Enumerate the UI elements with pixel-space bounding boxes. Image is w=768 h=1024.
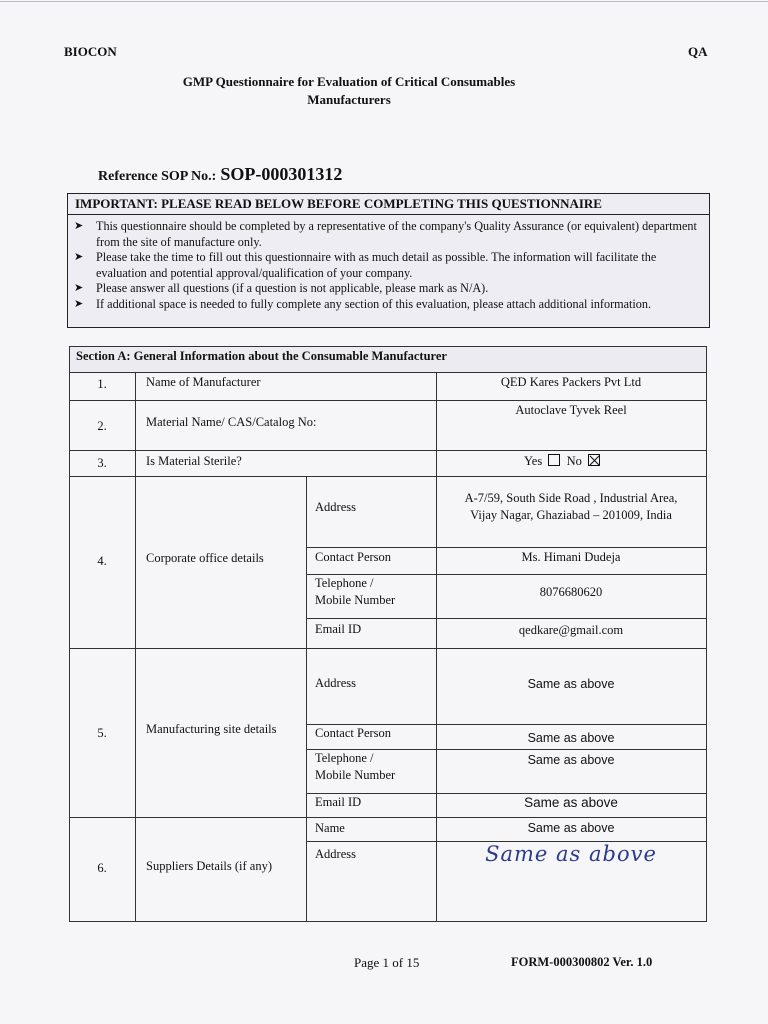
- table-rule: [69, 372, 707, 373]
- table-rule: [306, 547, 707, 548]
- table-rule: [306, 476, 307, 922]
- field-label: Email ID: [315, 622, 362, 636]
- corporate-address-value: [436, 490, 706, 524]
- row-number: 5.: [97, 726, 107, 740]
- address-line: A-7/59, South Side Road , Industrial Area,: [464, 491, 678, 505]
- table-border: [69, 921, 707, 922]
- document-title-line1: GMP Questionnaire for Evaluation of Critical Consumables: [182, 74, 516, 89]
- row-label: Material Name/ CAS/Catalog No:: [146, 415, 317, 429]
- field-label: Email ID: [315, 795, 362, 809]
- field-label: Address: [315, 500, 356, 514]
- arrow-bullet-icon: ➤: [74, 282, 84, 295]
- no-label: No: [566, 454, 582, 468]
- field-label: [315, 575, 395, 609]
- notice-item: [68, 219, 709, 250]
- row-number: 1.: [97, 377, 107, 391]
- top-rule: [0, 1, 768, 2]
- notice-item: [68, 250, 709, 281]
- manufacturing-phone-value: Same as above: [527, 753, 615, 767]
- arrow-bullet-icon: ➤: [74, 297, 84, 310]
- row-number: 3.: [97, 456, 107, 470]
- company-name: BIOCON: [64, 44, 117, 59]
- field-label-line: Telephone /: [315, 576, 374, 590]
- table-rule: [69, 450, 707, 451]
- page-number: Page 1 of 15: [354, 955, 420, 970]
- arrow-bullet-icon: ➤: [74, 251, 84, 264]
- table-rule: [135, 372, 136, 922]
- corporate-phone-value: 8076680620: [539, 585, 603, 599]
- notice-item-text: This questionnaire should be completed by a representative of the company's Quality Assurance (or equivalent) department from the site of manufacture only.: [96, 219, 697, 249]
- reference-sop-value: SOP-000301312: [220, 164, 343, 184]
- table-rule: [69, 476, 707, 477]
- notice-item: [68, 281, 709, 297]
- field-label: Contact Person: [315, 550, 392, 564]
- field-label: Name: [315, 821, 345, 835]
- row-label: Is Material Sterile?: [146, 454, 242, 468]
- document-title-line2: Manufacturers: [307, 92, 391, 107]
- corporate-contact-value: Ms. Himani Dudeja: [521, 550, 621, 564]
- form-number: FORM-000300802 Ver. 1.0: [511, 955, 653, 969]
- field-label: Contact Person: [315, 726, 392, 740]
- manufacturer-name-value: QED Kares Packers Pvt Ltd: [500, 375, 642, 389]
- address-line: Vijay Nagar, Ghaziabad – 201009, India: [470, 508, 672, 522]
- arrow-bullet-icon: ➤: [74, 220, 84, 232]
- table-border: [706, 346, 707, 922]
- field-label-line: Telephone /: [315, 751, 374, 765]
- important-notice-list: [68, 219, 709, 313]
- manufacturing-email-value: Same as above: [524, 795, 618, 810]
- supplier-name-value: Same as above: [527, 821, 615, 835]
- section-a-heading: Section A: General Information about the Consumable Manufacturer: [69, 346, 707, 372]
- manufacturing-contact-value: Same as above: [527, 731, 615, 745]
- notice-item-text: Please answer all questions (if a question is not applicable, please mark as N/A).: [96, 281, 489, 296]
- row-number: 4.: [97, 554, 107, 568]
- supplier-address-handwritten-value: Same as above: [485, 842, 657, 866]
- table-border: [69, 346, 707, 347]
- field-label-line: Mobile Number: [315, 768, 396, 782]
- sterile-answer: [524, 453, 600, 470]
- row-label: Name of Manufacturer: [146, 375, 261, 389]
- important-notice-box: [67, 193, 710, 328]
- field-label: [315, 750, 395, 784]
- field-label: Address: [315, 847, 356, 861]
- material-name-value: Autoclave Tyvek Reel: [515, 403, 627, 417]
- reference-sop-label: Reference SOP No.:: [98, 169, 217, 184]
- row-number: 2.: [97, 419, 107, 433]
- table-rule: [306, 618, 707, 619]
- table-rule: [69, 400, 707, 401]
- no-checkbox-checked[interactable]: [588, 454, 600, 466]
- manufacturing-address-value: Same as above: [527, 677, 615, 691]
- table-rule: [69, 648, 707, 649]
- department-label: QA: [688, 44, 708, 59]
- table-rule: [69, 817, 707, 818]
- yes-checkbox[interactable]: [548, 454, 560, 466]
- yes-label: Yes: [524, 454, 543, 468]
- row-label: Suppliers Details (if any): [146, 859, 273, 873]
- notice-item: [68, 297, 709, 313]
- row-label: Corporate office details: [146, 551, 264, 565]
- reference-sop: [98, 164, 342, 185]
- field-label: Address: [315, 676, 356, 690]
- row-number: 6.: [97, 861, 107, 875]
- important-notice-heading: IMPORTANT: PLEASE READ BELOW BEFORE COMPLETING THIS QUESTIONNAIRE: [68, 194, 709, 215]
- row-label: Manufacturing site details: [146, 722, 277, 736]
- section-a-table: [69, 346, 707, 922]
- notice-item-text: Please take the time to fill out this questionnaire with as much detail as possible. The information will facilitate the evaluation and potential approval/qualification of your company.: [96, 250, 657, 280]
- field-label-line: Mobile Number: [315, 593, 396, 607]
- corporate-email-value: qedkare@gmail.com: [518, 623, 624, 637]
- notice-item-text: If additional space is needed to fully complete any section of this evaluation, please attach additional information.: [96, 296, 652, 311]
